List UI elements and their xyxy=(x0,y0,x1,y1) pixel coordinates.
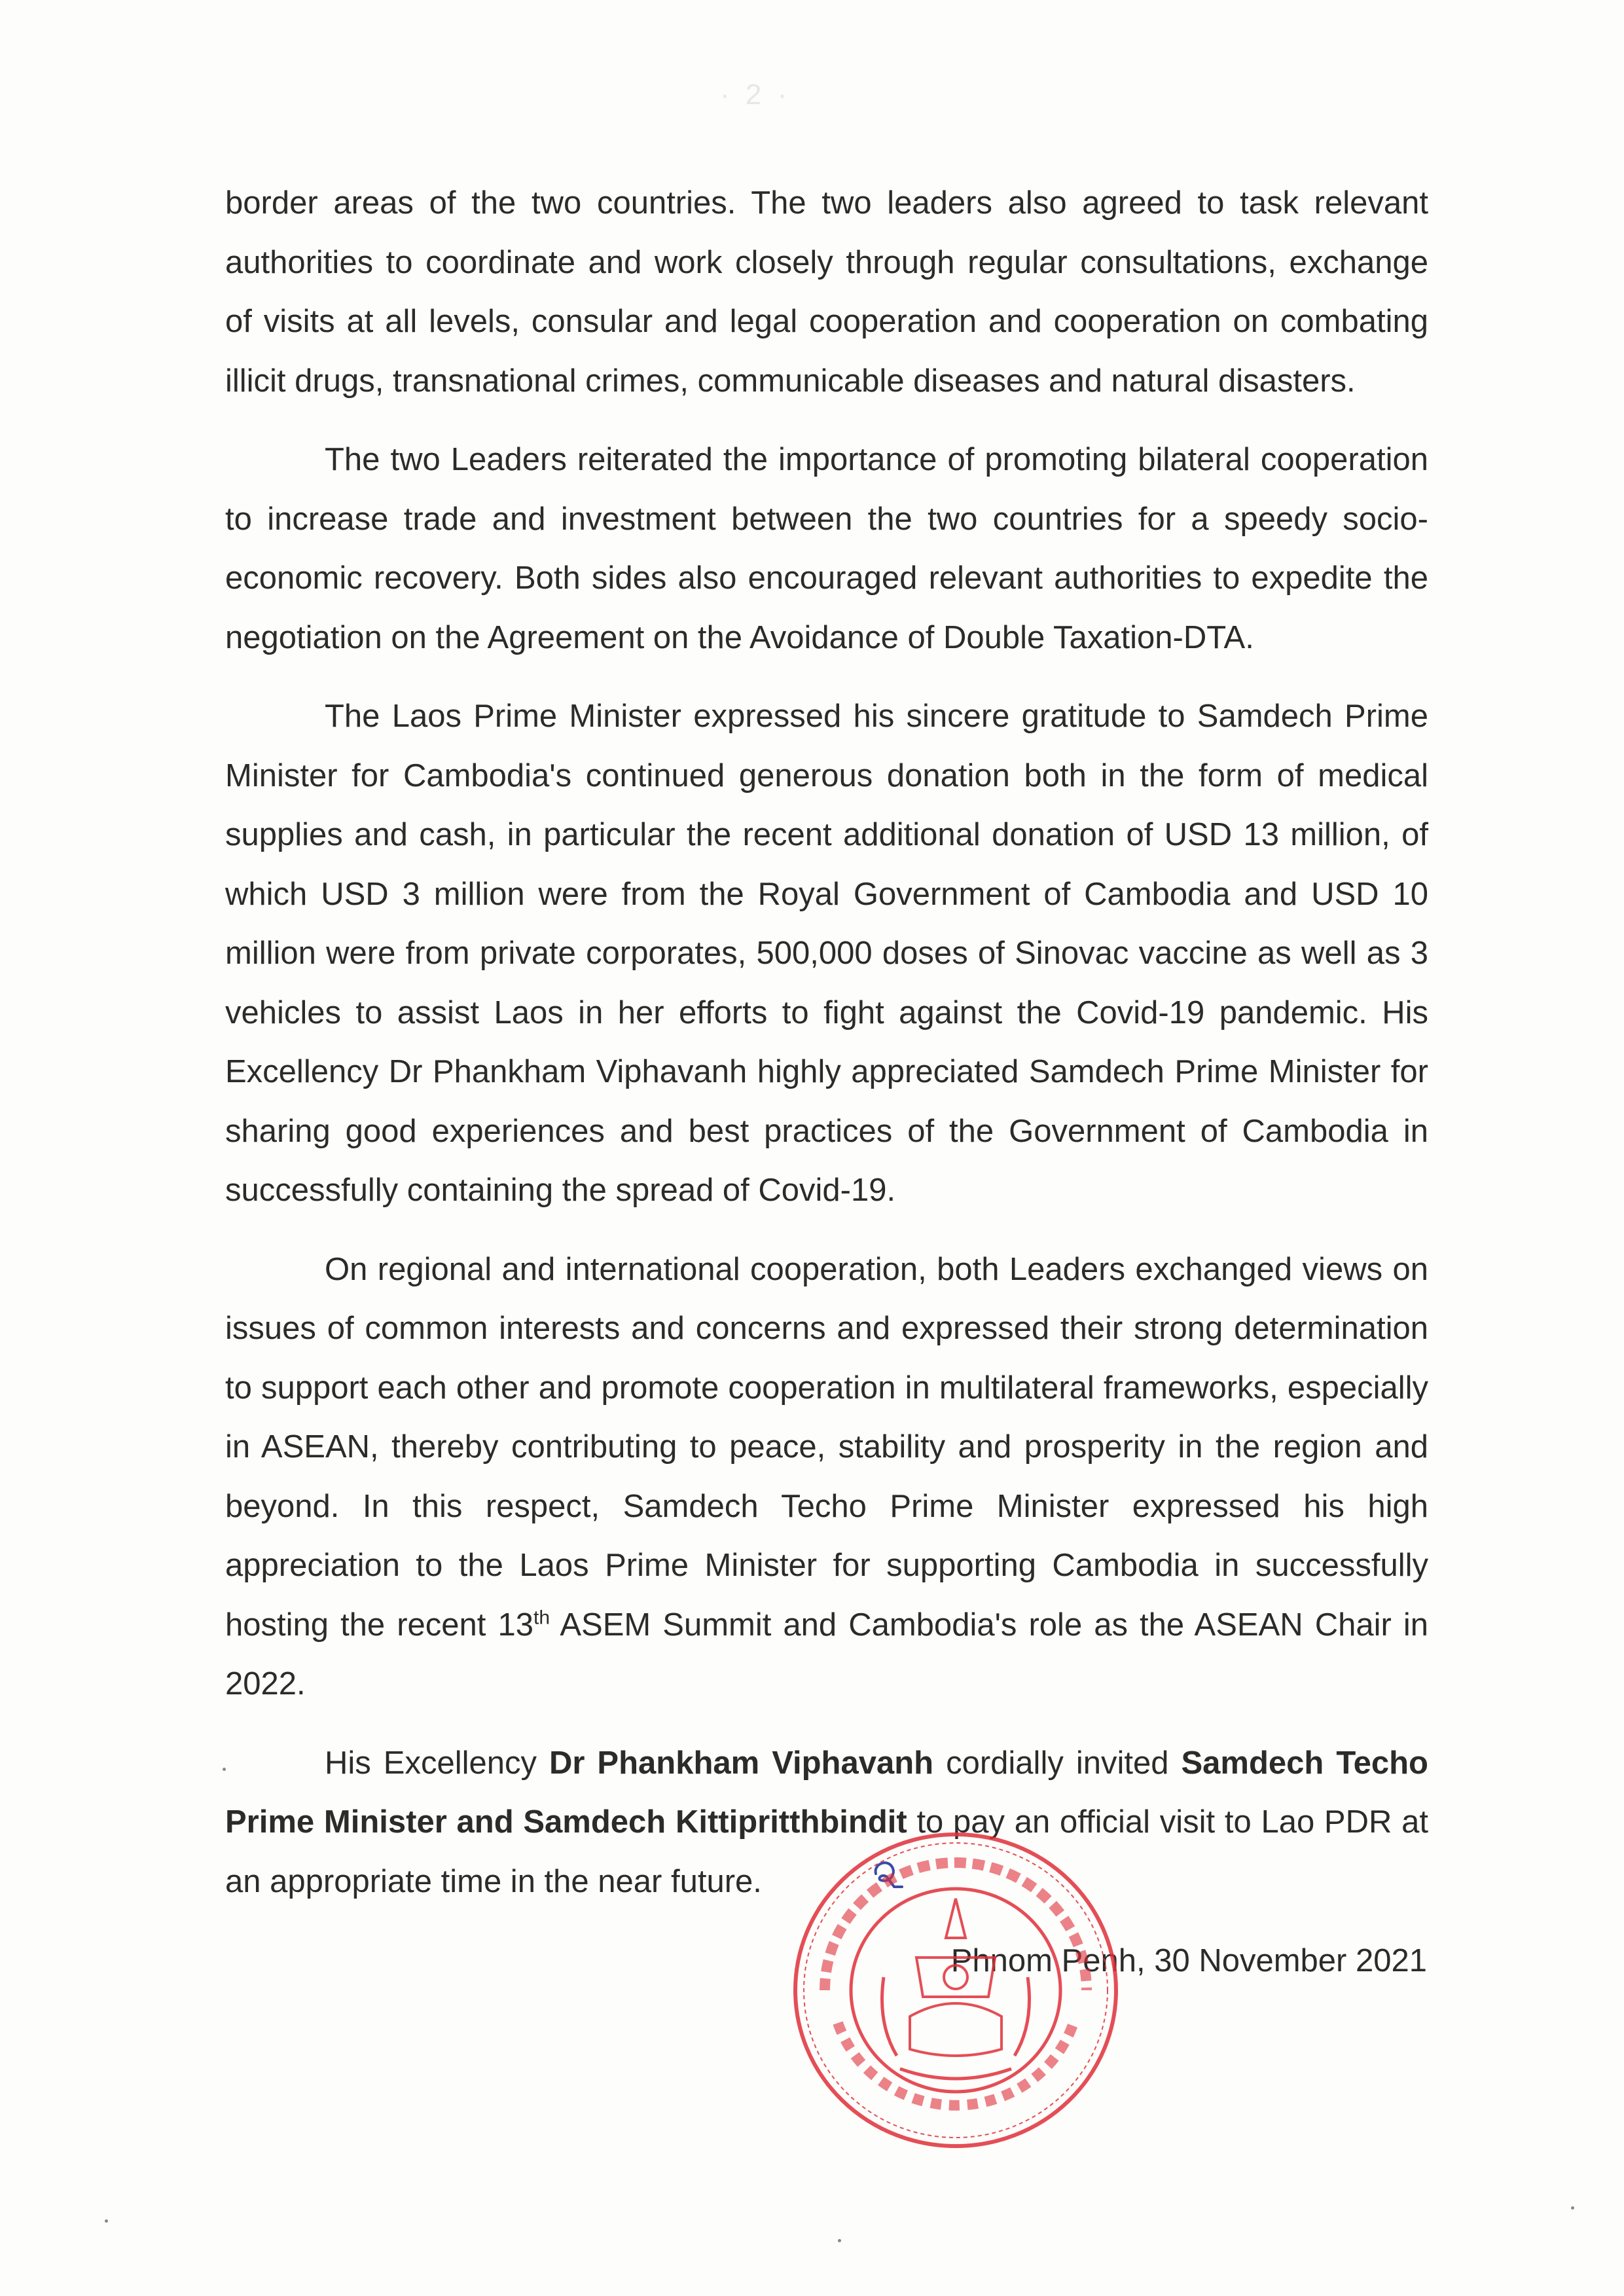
paragraph-3: The Laos Prime Minister expressed his sincere gratitude to Samdech Prime Minister for Cambodia's continued generous donation both in the form of medical supplies and cash, in particular the recent additional donation of USD 13 million, of which USD 3 million were from the Royal Government of Cambodia and USD 10 million were from private corporates, 500,000 doses of Sinovac vaccine as well as 3 vehicles to assist Laos in her efforts to fight against the Covid-19 pandemic. His Excellency Dr Phankham Viphavanh highly appreciated Samdech Prime Minister for sharing good experiences and best practices of the Government of Cambodia in successfully containing the spread of Covid-19. xyxy=(225,699,1428,1208)
scan-speck xyxy=(838,2239,841,2242)
paragraph-4 xyxy=(225,1240,1428,1714)
page-number-mark: · 2 · xyxy=(720,79,791,111)
paragraph-4-text-end: ASEM Summit and Cambodia's role as the ASEAN Chair in 2022. xyxy=(225,1607,1428,1702)
document-body xyxy=(225,173,1428,1933)
ordinal-suffix: th xyxy=(533,1607,550,1629)
p5-name-cambodia-pm: Samdech Techo Prime Minister and Samdech Kittipritthbindit xyxy=(225,1745,1428,1840)
p5-name-laos-pm: Dr Phankham Viphavanh xyxy=(549,1745,934,1781)
place-and-date: Phnom Penh, 30 November 2021 xyxy=(950,1943,1427,1978)
p5-text-1: His Excellency xyxy=(325,1745,549,1781)
handwritten-initial-icon xyxy=(767,1853,906,1913)
paragraph-4-text: On regional and international cooperation, both Leaders exchanged views on issues of common interests and concerns and expressed their strong determination to support each other and promote cooperation in multilateral frameworks, especially in ASEAN, thereby contributing to peace, stability and prosperity in the region and beyond. In this respect, Samdech Techo Prime Minister expressed his high appreciation to the Laos Prime Minister for supporting Cambodia in successfully hosting the recent 13 xyxy=(225,1251,1428,1643)
p5-text-2: cordially invited xyxy=(933,1745,1182,1781)
p5-text-3: to pay an official visit to Lao PDR at an appropriate time in the near future. xyxy=(225,1804,1428,1899)
paragraph-5 xyxy=(225,1734,1428,1913)
paragraph-1: border areas of the two countries. The two leaders also agreed to task relevant authorities to coordinate and work closely through regular consultations, exchange of visits at all levels, consular and legal cooperation and cooperation on combating illicit drugs, transnational crimes, communicable diseases and natural disasters. xyxy=(225,185,1428,399)
scan-speck xyxy=(1571,2206,1574,2210)
scan-speck xyxy=(223,1768,226,1771)
paragraph-2: The two Leaders reiterated the importance of promoting bilateral cooperation to increase trade and investment between the two countries for a speedy socio-economic recovery. Both sides also encouraged relevant authorities to expedite the negotiation on the Agreement on the Avoidance of Double Taxation-DTA. xyxy=(225,442,1428,655)
scan-speck xyxy=(105,2219,108,2223)
